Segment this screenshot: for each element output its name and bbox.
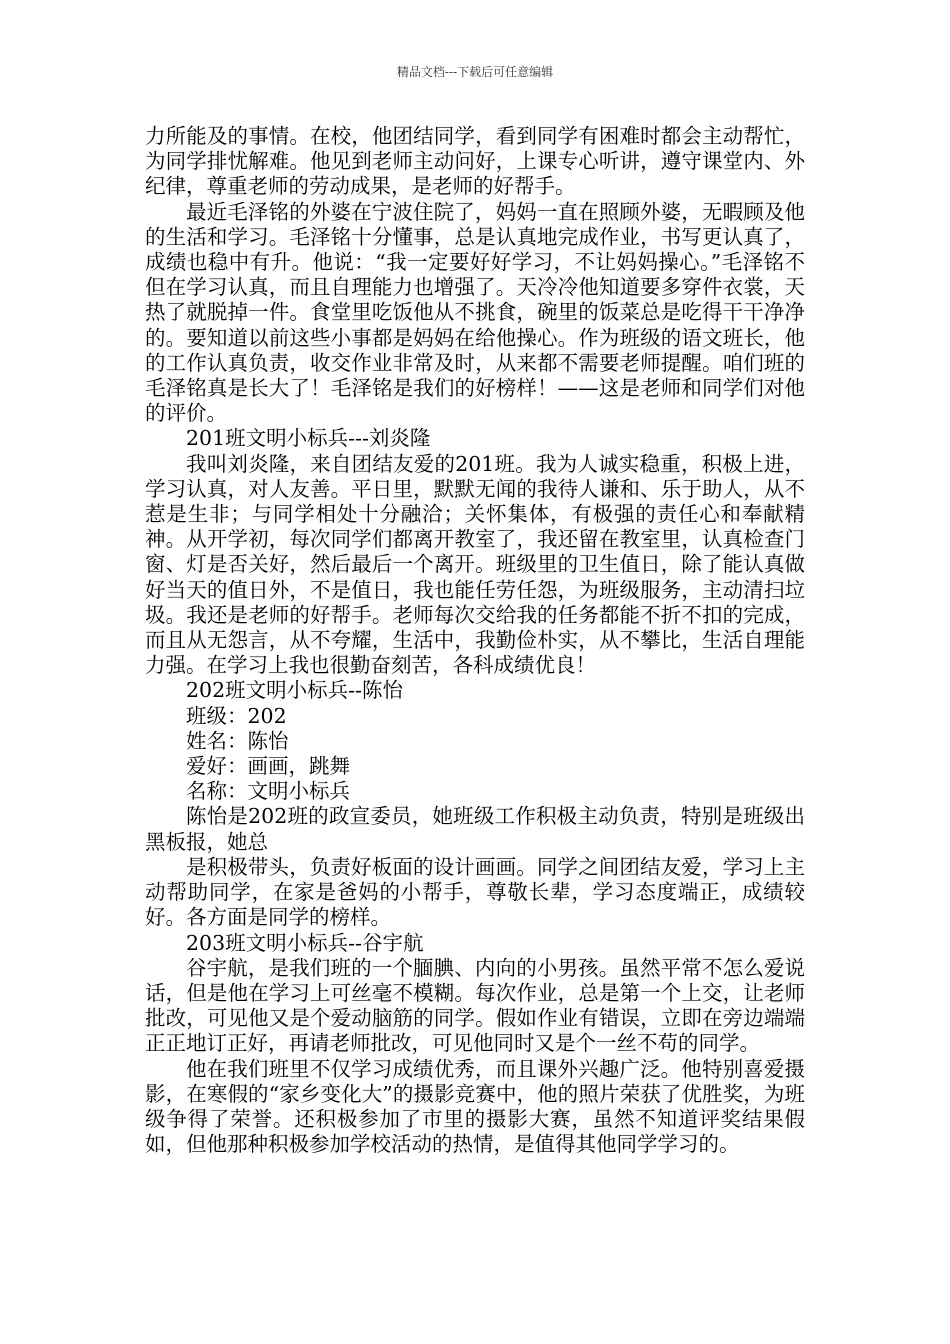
paragraph: 谷宇航，是我们班的一个腼腆、内向的小男孩。虽然平常不怎么爱说话，但是他在学习上可丝毫不模糊。每次作业，总是第一个上交，让老师批改，可见他又是个爱动脑筋的同学。假如作业有错误，立即在旁边端端正正地订正好，再请老师批改，可见他同时又是个一丝不苟的同学。 xyxy=(145,955,805,1056)
page-header: 精品文档---下载后可任意编辑 xyxy=(396,65,554,79)
info-line-class: 班级：202 xyxy=(186,703,287,728)
info-line-title: 名称：文明小标兵 xyxy=(186,779,350,804)
info-line-name: 姓名：陈怡 xyxy=(186,728,289,753)
paragraph: 最近毛泽铭的外婆在宁波住院了，妈妈一直在照顾外婆，无暇顾及他的生活和学习。毛泽铭十分懂事，总是认真地完成作业，书写更认真了，成绩也稳中有升。他说：“我一定要好好学习，不让妈妈操心。”毛泽铭不但在学习认真，而且自理能力也增强了。天冷冷他知道要多穿件衣裳，天热了就脱掉一件。食堂里吃饭他从不挑食，碗里的饭菜总是吃得干干净净的。要知道以前这些小事都是妈妈在给他操心。作为班级的语文班长，他的工作认真负责，收交作业非常及时，从来都不需要老师提醒。咱们班的毛泽铭真是长大了！毛泽铭是我们的好榜样！——这是老师和同学们对他的评价。 xyxy=(145,199,805,426)
info-line-hobby: 爱好：画画，跳舞 xyxy=(186,754,350,779)
section-heading: 203班文明小标兵--谷宇航 xyxy=(186,930,424,955)
section-heading: 202班文明小标兵--陈怡 xyxy=(186,678,403,703)
paragraph: 力所能及的事情。在校，他团结同学，看到同学有困难时都会主动帮忙，为同学排忧解难。他见到老师主动问好，上课专心听讲，遵守课堂内、外纪律，尊重老师的劳动成果，是老师的好帮手。 xyxy=(145,124,805,199)
section-heading: 201班文明小标兵---刘炎隆 xyxy=(186,426,431,451)
paragraph: 陈怡是202班的政宣委员，她班级工作积极主动负责，特别是班级出黑板报，她总 xyxy=(145,804,805,854)
paragraph: 是积极带头，负责好板面的设计画画。同学之间团结友爱，学习上主动帮助同学，在家是爸妈的小帮手，尊敬长辈，学习态度端正，成绩较好。各方面是同学的榜样。 xyxy=(145,854,805,930)
document-body xyxy=(145,124,805,1157)
paragraph: 他在我们班里不仅学习成绩优秀，而且课外兴趣广泛。他特别喜爱摄影，在寒假的“家乡变化大”的摄影竞赛中，他的照片荣获了优胜奖，为班级争得了荣誉。还积极参加了市里的摄影大赛，虽然不知道评奖结果假如，但他那种积极参加学校活动的热情，是值得其他同学学习的。 xyxy=(145,1056,805,1157)
paragraph: 我叫刘炎隆，来自团结友爱的201班。我为人诚实稳重，积极上进，学习认真，对人友善。平日里，默默无闻的我待人谦和、乐于助人，从不惹是生非；与同学相处十分融洽；关怀集体，有极强的责任心和奉献精神。从开学初，每次同学们都离开教室了，我还留在教室里，认真检查门窗、灯是否关好，然后最后一个离开。班级里的卫生值日，除了能认真做好当天的值日外，不是值日，我也能任劳任怨，为班级服务，主动清扫垃圾。我还是老师的好帮手。老师每次交给我的任务都能不折不扣的完成，而且从无怨言，从不夸耀，生活中，我勤俭朴实，从不攀比，生活自理能力强。在学习上我也很勤奋刻苦，各科成绩优良！ xyxy=(145,451,805,678)
